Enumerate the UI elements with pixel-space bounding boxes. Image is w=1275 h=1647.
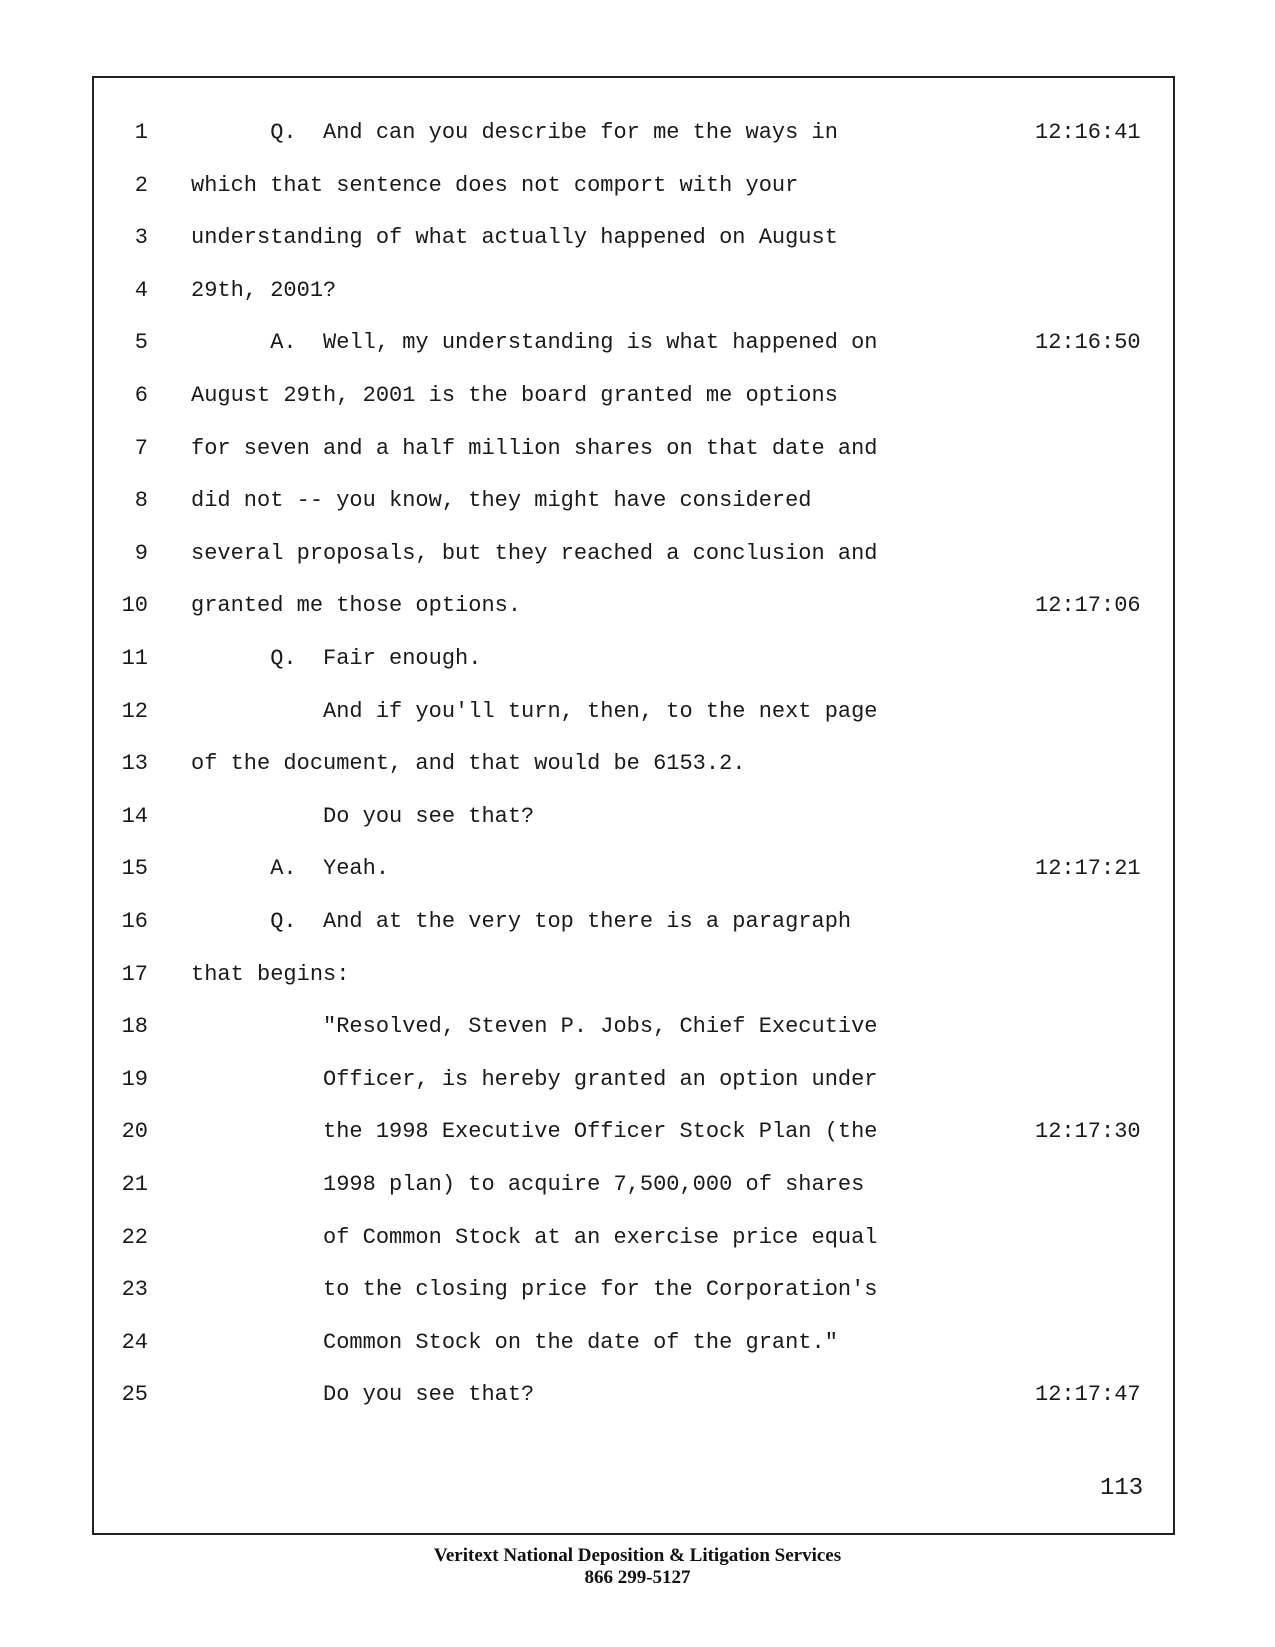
- line-number: 10: [121, 593, 148, 619]
- line-text: August 29th, 2001 is the board granted me options: [191, 383, 838, 408]
- transcript-line: [0, 381, 1275, 411]
- transcript-line: [0, 802, 1275, 832]
- transcript-line: [0, 1275, 1275, 1305]
- line-number: 9: [134, 540, 148, 566]
- line-number: 23: [121, 1277, 148, 1303]
- line-text: Q. Fair enough.: [191, 646, 482, 671]
- transcript-line: [0, 434, 1275, 464]
- line-text: the 1998 Executive Officer Stock Plan (the: [191, 1119, 878, 1145]
- transcript-line: [0, 118, 1275, 148]
- transcript-line: [0, 907, 1275, 937]
- line-text: granted me those options.: [191, 593, 522, 619]
- transcript-line: [0, 1170, 1275, 1200]
- line-number: 18: [121, 1014, 148, 1040]
- transcript-line: [0, 1117, 1275, 1147]
- transcript-line: [0, 697, 1275, 727]
- line-text: which that sentence does not comport with your: [191, 172, 799, 198]
- line-number: 3: [134, 225, 148, 251]
- line-text: of Common Stock at an exercise price equal: [191, 1224, 878, 1250]
- line-number: 19: [121, 1066, 148, 1092]
- line-number: 20: [121, 1119, 148, 1145]
- line-number: 16: [121, 909, 148, 934]
- timestamp: 12:16:41: [1035, 120, 1141, 145]
- line-number: 1: [134, 120, 148, 145]
- line-number: 17: [121, 961, 148, 987]
- line-text: A. Yeah.: [191, 856, 390, 882]
- line-text: Q. And at the very top there is a paragraph: [191, 909, 852, 934]
- line-number: 15: [121, 856, 148, 882]
- line-number: 12: [121, 698, 148, 724]
- transcript-line: [0, 328, 1275, 358]
- transcript-line: [0, 171, 1275, 201]
- line-text: several proposals, but they reached a conclusion and: [191, 540, 878, 566]
- page-number: 113: [1100, 1475, 1144, 1502]
- line-text: Common Stock on the date of the grant.": [191, 1329, 838, 1355]
- transcript-line: [0, 539, 1275, 569]
- footer-phone: 866 299-5127: [584, 1567, 691, 1588]
- line-number: 4: [134, 277, 148, 303]
- transcript-line: [0, 960, 1275, 990]
- transcript-line: [0, 644, 1275, 674]
- line-text: of the document, and that would be 6153.2.: [191, 751, 746, 777]
- line-number: 13: [121, 751, 148, 777]
- transcript-line: [0, 1380, 1275, 1410]
- transcript-line: [0, 223, 1275, 253]
- transcript-line: [0, 854, 1275, 884]
- footer: [0, 1545, 1275, 1589]
- line-number: 6: [134, 383, 148, 408]
- transcript-line: [0, 1328, 1275, 1358]
- line-number: 8: [134, 488, 148, 514]
- timestamp: 12:17:21: [1035, 856, 1141, 882]
- line-number: 11: [121, 646, 148, 671]
- transcript-line: [0, 1065, 1275, 1095]
- line-number: 14: [121, 803, 148, 829]
- line-number: 7: [134, 435, 148, 461]
- line-text: to the closing price for the Corporation's: [191, 1277, 878, 1303]
- line-text: A. Well, my understanding is what happened on: [191, 330, 878, 356]
- transcript-line: [0, 486, 1275, 516]
- line-number: 22: [121, 1224, 148, 1250]
- line-text: 29th, 2001?: [191, 277, 337, 303]
- timestamp: 12:17:06: [1035, 593, 1141, 619]
- transcript-line: [0, 591, 1275, 621]
- line-number: 25: [121, 1382, 148, 1408]
- line-number: 2: [134, 172, 148, 198]
- timestamp: 12:17:47: [1035, 1382, 1141, 1408]
- line-text: Do you see that?: [191, 1382, 535, 1408]
- line-text: 1998 plan) to acquire 7,500,000 of shares: [191, 1172, 865, 1197]
- line-number: 5: [134, 330, 148, 356]
- line-text: Officer, is hereby granted an option under: [191, 1066, 878, 1092]
- line-text: understanding of what actually happened on August: [191, 225, 838, 251]
- line-text: did not -- you know, they might have considered: [191, 488, 812, 514]
- line-text: And if you'll turn, then, to the next page: [191, 698, 878, 724]
- line-text: Q. And can you describe for me the ways in: [191, 120, 838, 145]
- timestamp: 12:17:30: [1035, 1119, 1141, 1145]
- line-text: "Resolved, Steven P. Jobs, Chief Executive: [191, 1014, 878, 1040]
- timestamp: 12:16:50: [1035, 330, 1141, 356]
- line-number: 21: [121, 1172, 148, 1197]
- transcript-line: [0, 276, 1275, 306]
- footer-company: Veritext National Deposition & Litigation Services: [433, 1545, 842, 1566]
- transcript-line: [0, 1223, 1275, 1253]
- transcript-line: [0, 749, 1275, 779]
- line-text: for seven and a half million shares on that date and: [191, 435, 878, 461]
- transcript-line: [0, 1012, 1275, 1042]
- line-text: that begins:: [191, 961, 350, 987]
- line-text: Do you see that?: [191, 803, 535, 829]
- line-number: 24: [121, 1329, 148, 1355]
